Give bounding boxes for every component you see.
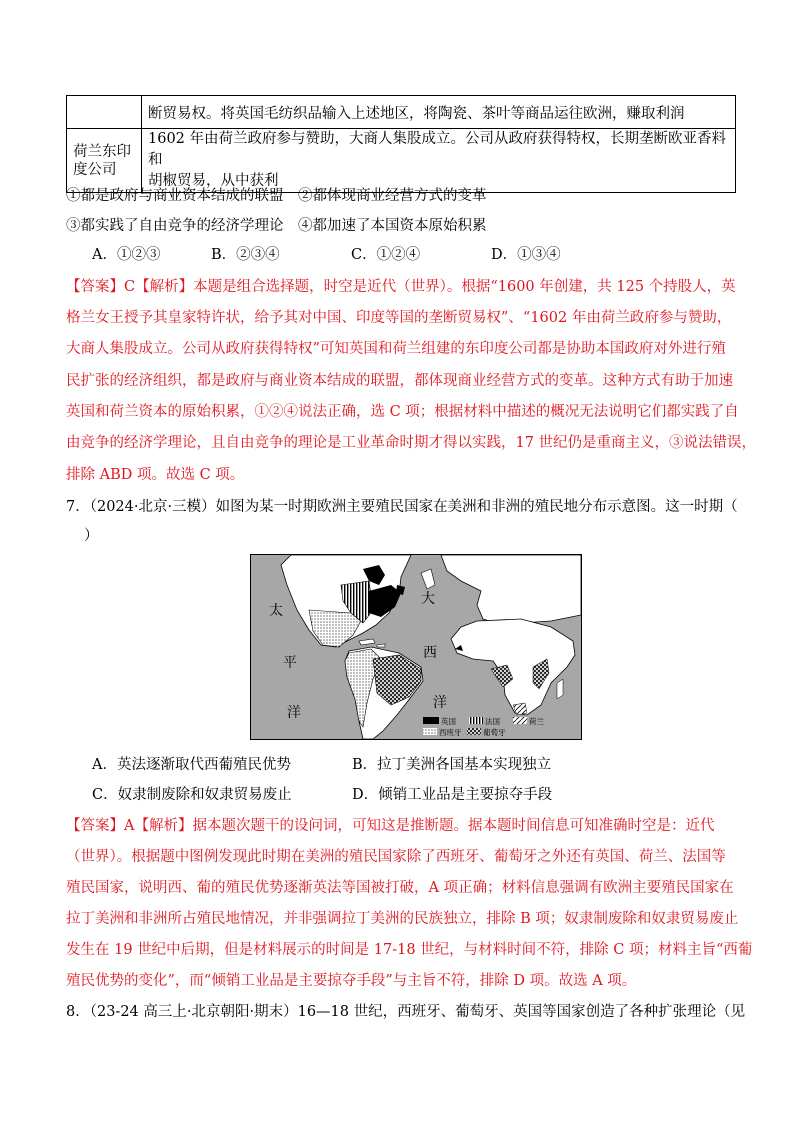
desc-line: 胡椒贸易，从中获利 bbox=[148, 173, 279, 189]
option-a: A．英法逐渐取代西葡殖民优势 bbox=[92, 757, 291, 773]
legend-swatch-portugal bbox=[467, 728, 481, 735]
europe-land bbox=[441, 555, 581, 625]
answer-line: 英国和荷兰资本的原始积累，①②④说法正确，选 C 项；根据材料中描述的概况无法说明它们都实践了自 bbox=[66, 404, 739, 420]
legend-swatch-spain bbox=[423, 728, 437, 735]
legend-england: 英国 bbox=[441, 717, 456, 726]
statement-line: ①都是政府与商业资本结成的联盟 ②都体现商业经营方式的变革 bbox=[66, 188, 487, 204]
legend-netherlands: 荷兰 bbox=[529, 717, 544, 726]
legend-swatch-france bbox=[469, 717, 483, 724]
option-d: D．①③④ bbox=[491, 247, 561, 263]
option-b: B．②③④ bbox=[211, 247, 280, 263]
africa-land bbox=[451, 619, 575, 715]
table-row bbox=[67, 96, 736, 129]
answer-line: 民扩张的经济组织，都是政府与商业资本结成的联盟，都体现商业经营方式的变革。这种方式有助于加速 bbox=[66, 373, 733, 389]
legend-france: 法国 bbox=[485, 717, 500, 726]
option-d: D．倾销工业品是主要掠夺手段 bbox=[352, 787, 553, 803]
table-cell-desc bbox=[142, 129, 736, 193]
answer-line: 发生在 19 世纪中后期，但是材料展示的时间是 17-18 世纪，与材料时间不符，排除 C 项；材料主旨“西葡 bbox=[66, 942, 753, 958]
table-cell-name bbox=[67, 129, 142, 193]
pacific-label-2: 平 bbox=[283, 655, 297, 671]
question-stem: ） bbox=[84, 528, 99, 544]
colonial-map bbox=[250, 554, 582, 740]
answer-line: 【答案】C【解析】本题是组合选择题，时空是近代（世界）。根据“1600 年创建，共 125 个持股人，英 bbox=[66, 279, 736, 295]
table-row bbox=[67, 129, 736, 193]
answer-line: 排除 ABD 项。故选 C 项。 bbox=[66, 467, 245, 483]
atlantic-label-2: 西 bbox=[423, 645, 437, 661]
answer-line: 格兰女王授予其皇家特许状，给予其对中国、印度等国的垄断贸易权”、“1602 年由荷兰政府参与赞助， bbox=[66, 310, 732, 326]
table-cell-desc: 断贸易权。将英国毛纺织品输入上述地区，将陶瓷、茶叶等商品运往欧洲，赚取利润 bbox=[142, 96, 736, 129]
legend-swatch-england bbox=[423, 717, 439, 724]
company-name-line: 荷兰东印 bbox=[73, 143, 131, 160]
company-name-line: 度公司 bbox=[73, 161, 117, 178]
option-c: C．①②④ bbox=[351, 247, 421, 263]
map-legend bbox=[423, 716, 544, 737]
desc-line: 1602 年由荷兰政府参与赞助，大商人集股成立。公司从政府获得特权，长期垄断欧亚香料和 bbox=[148, 131, 727, 168]
answer-line: 由竞争的经济学理论，且自由竞争的理论是工业革命时期才得以实践，17 世纪仍是重商主义，③说法错误， bbox=[66, 435, 757, 451]
legend-spain: 西班牙 bbox=[439, 728, 462, 737]
question-stem: 8．（23-24 高三上·北京朝阳·期末）16—18 世纪，西班牙、葡萄牙、英国等国家创造了各种扩张理论（见 bbox=[66, 1004, 746, 1020]
answer-line: 大商人集股成立。公司从政府获得特权”可知英国和荷兰组建的东印度公司都是协助本国政府对外进行殖 bbox=[66, 341, 726, 357]
pacific-label-1: 太 bbox=[269, 603, 283, 619]
statement-line: ③都实践了自由竞争的经济学理论 ④都加速了本国资本原始积累 bbox=[66, 218, 487, 234]
english-colonies bbox=[369, 585, 401, 617]
option-c: C．奴隶制废除和奴隶贸易废止 bbox=[92, 787, 292, 803]
madagascar bbox=[557, 679, 563, 699]
option-a: A．①②③ bbox=[92, 247, 161, 263]
answer-line: 【答案】A【解析】据本题次题干的设问词，可知这是推断题。据本题时间信息可知准确时空是：近代 bbox=[66, 818, 715, 834]
company-table bbox=[66, 95, 736, 193]
pacific-label-3: 洋 bbox=[287, 705, 301, 721]
answer-line: 拉丁美洲和非洲所占殖民地情况，并非强调拉丁美洲的民族独立，排除 B 项；奴隶制废除和奴隶贸易废止 bbox=[66, 911, 739, 927]
britain-isles bbox=[421, 569, 435, 589]
spanish-north-america bbox=[309, 610, 361, 647]
legend-portugal: 葡萄牙 bbox=[483, 728, 506, 737]
table-cell-name bbox=[67, 96, 142, 129]
legend-swatch-netherlands bbox=[513, 717, 527, 724]
map-svg bbox=[251, 555, 581, 739]
question-stem: 7．（2024·北京·三模）如图为某一时期欧洲主要殖民国家在美洲和非洲的殖民地分布示意图。这一时期（ bbox=[66, 499, 738, 515]
caribbean-islands bbox=[359, 639, 385, 647]
answer-line: 殖民国家，说明西、葡的殖民优势逐渐英法等国被打破，A 项正确；材料信息强调有欧洲主要殖民国家在 bbox=[66, 880, 734, 896]
atlantic-label-1: 大 bbox=[421, 591, 435, 607]
option-b: B．拉丁美洲各国基本实现独立 bbox=[352, 757, 552, 773]
answer-line: 殖民优势的变化”，而“倾销工业品是主要掠夺手段”与主旨不符，排除 D 项。故选 A 项。 bbox=[66, 973, 637, 989]
atlantic-label-3: 洋 bbox=[433, 695, 447, 711]
answer-line: （世界）。根据题中图例发现此时期在美洲的殖民国家除了西班牙、葡萄牙之外还有英国、荷兰、法国等 bbox=[66, 849, 726, 865]
